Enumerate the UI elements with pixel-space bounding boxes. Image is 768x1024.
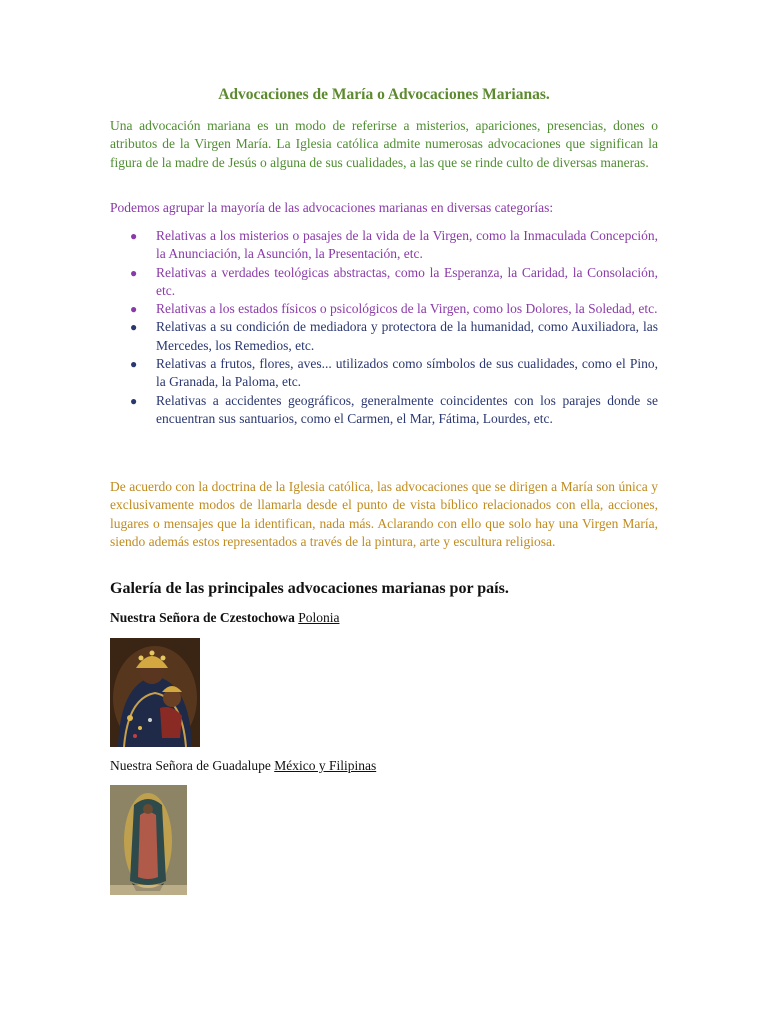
gallery-item-guadalupe-label (110, 758, 376, 774)
bullet-icon: ● (130, 393, 138, 408)
page-title: Advocaciones de María o Advocaciones Marianas. (218, 86, 550, 103)
guadalupe-painting-icon (110, 785, 187, 895)
gallery-item-czestochowa-label (110, 610, 340, 626)
doctrine-paragraph: De acuerdo con la doctrina de la Iglesia católica, las advocaciones que se dirigen a María son única y exclusivamente modos de llamarla desde el punto de vista bíblico relacionados con ella, acciones, lugares o mensajes que la identifican, nada más. Aclarando con ello que solo hay una Virgen María, siendo además estos representados a través de la pintura, arte y escultura religiosa. (110, 479, 658, 549)
list-item: ● Relativas a verdades teológicas abstractas, como la Esperanza, la Caridad, la Consolación, etc. (130, 264, 658, 298)
list-item: ● Relativas a los misterios o pasajes de la vida de la Virgen, como la Inmaculada Concepción, la Anunciación, la Asunción, la Presentación, etc. (130, 228, 658, 262)
czestochowa-image (110, 638, 200, 747)
gallery-title: Galería de las principales advocaciones marianas por país. (110, 580, 509, 597)
gallery-item-name: Nuestra Señora de Czestochowa (110, 610, 295, 625)
gallery-item-name: Nuestra Señora de Guadalupe (110, 758, 271, 773)
categories-list (110, 227, 658, 428)
categories-intro: Podemos agrupar la mayoría de las advocaciones marianas en diversas categorías: (110, 200, 554, 215)
intro-paragraph: Una advocación mariana es un modo de referirse a misterios, apariciones, presencias, dones o atributos de la Virgen María. La Iglesia católica admite numerosas advocaciones que significan la figura de la madre de Jesús o alguna de sus cualidades, a las que se rinde culto de diversas maneras. (110, 118, 658, 170)
list-item: ● Relativas a frutos, flores, aves... utilizados como símbolos de sus cualidades, como el Pino, la Granada, la Paloma, etc. (130, 356, 658, 390)
bullet-icon: ● (130, 302, 138, 317)
list-item: ● Relativas a su condición de mediadora y protectora de la humanidad, como Auxiliadora, las Mercedes, los Remedios, etc. (130, 319, 658, 353)
list-item: ● Relativas a los estados físicos o psicológicos de la Virgen, como los Dolores, la Soledad, etc. (110, 300, 658, 318)
guadalupe-image (110, 785, 187, 895)
list-item: ● Relativas a accidentes geográficos, generalmente coincidentes con los parajes donde se encuentran sus santuarios, como el Carmen, el Mar, Fátima, Lourdes, etc. (130, 392, 658, 426)
country-link-mexico-filipinas[interactable]: México y Filipinas (274, 758, 377, 773)
bullet-icon: ● (130, 229, 138, 243)
czestochowa-painting-icon (110, 638, 200, 747)
bullet-icon: ● (130, 357, 138, 372)
bullet-icon: ● (130, 320, 138, 335)
bullet-icon: ● (130, 265, 138, 280)
country-link-polonia[interactable]: Polonia (298, 610, 340, 625)
